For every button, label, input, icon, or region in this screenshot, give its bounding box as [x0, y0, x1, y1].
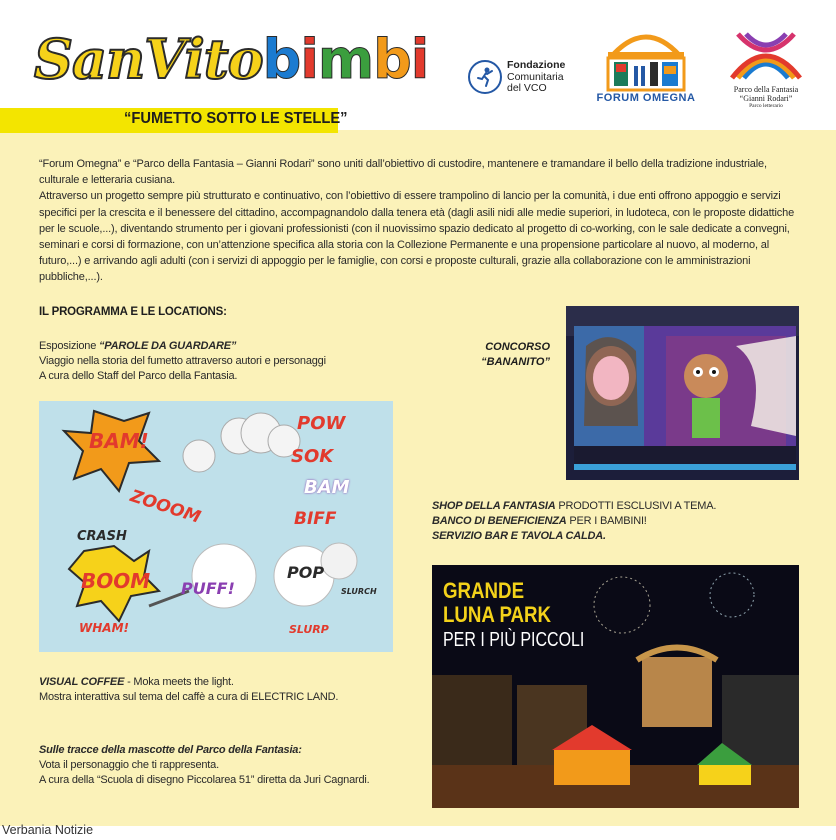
visual-coffee-description: Mostra interattiva sul tema del caffè a cura di ELECTRIC LAND.	[39, 691, 339, 703]
comic-sound-effects-image	[39, 401, 393, 652]
comic-word-biff: BIFF	[294, 509, 337, 529]
luna-park-photo	[432, 565, 799, 808]
shop-block	[432, 499, 812, 544]
expo-title: “PAROLE DA GUARDARE”	[98, 340, 237, 352]
watermark-footer: Verbania Notizie	[2, 823, 94, 837]
shop-line-2: BANCO DI BENEFICIENZA PER I BAMBINI!	[432, 515, 647, 527]
visual-coffee-tagline: - Moka meets the light.	[124, 676, 234, 688]
comic-word-crash: CRASH	[77, 529, 127, 544]
comic-word-sok: SOK	[291, 446, 334, 467]
concorso-line-1: CONCORSO	[485, 341, 550, 353]
event-subtitle: “FUMETTO SOTTO LE STELLE”	[124, 110, 348, 127]
comic-word-bam-2: BAM	[304, 477, 350, 498]
fondazione-figure-icon	[468, 60, 502, 94]
mascotte-description: Vota il personaggio che ti rappresenta.	[39, 759, 219, 771]
parco-fantasia-logo	[718, 30, 814, 120]
forum-omegna-logo	[594, 22, 698, 106]
comic-word-pow: POW	[297, 413, 346, 434]
bananito-mural-photo	[566, 306, 799, 480]
comic-word-wham: WHAM!	[79, 621, 129, 635]
expo-prefix: Esposizione	[39, 340, 99, 352]
comic-word-bam-1: BAM!	[89, 429, 149, 453]
comic-word-boom: BOOM	[81, 569, 151, 593]
fondazione-line-2: Comunitaria	[507, 70, 564, 83]
visual-coffee-block	[39, 675, 419, 705]
fondazione-line-1: Fondazione	[507, 59, 566, 71]
forum-omegna-label: FORUM OMEGNA	[596, 92, 696, 104]
concorso-label	[470, 340, 550, 370]
parco-line-1: Parco della Fantasia	[733, 85, 799, 94]
intro-paragraph-1: “Forum Omegna” e “Parco della Fantasia – Gianni Rodari” sono uniti dall’obiettivo di custodire, mantenere e tramandare il bello della tradizione industriale, culturale e letteraria cusiana.	[39, 158, 767, 187]
comic-word-slurch: SLURCH	[341, 587, 377, 596]
expo-block	[39, 339, 379, 384]
mascotte-credit: A cura della “Scuola di disegno Piccolarea 51” diretta da Juri Cagnardi.	[39, 774, 370, 786]
visual-coffee-title: VISUAL COFFEE	[39, 676, 125, 688]
parco-line-2: “Gianni Rodari”	[739, 94, 793, 104]
comic-word-puff: PUFF!	[181, 579, 235, 598]
luna-park-title-2: LUNA PARK	[443, 602, 552, 627]
comic-word-pop: POP	[287, 563, 325, 582]
concorso-line-2: “BANANITO”	[481, 356, 550, 368]
intro-text	[39, 156, 804, 286]
sanvito-bimbi-logo: SanVitobimbi	[34, 27, 429, 91]
luna-park-title-1: GRANDE	[443, 578, 525, 603]
parco-line-3: Parco letterario	[749, 103, 783, 110]
fondazione-logo	[468, 60, 565, 95]
luna-park-subtitle: PER I PIÙ PICCOLI	[443, 629, 585, 651]
fondazione-line-3: del VCO	[507, 82, 547, 95]
expo-credit: A cura dello Staff del Parco della Fantasia.	[39, 370, 238, 382]
expo-description: Viaggio nella storia del fumetto attraverso autori e personaggi	[39, 355, 326, 367]
comic-word-slurp: SLURP	[289, 623, 329, 636]
header	[0, 0, 836, 110]
mascotte-title: Sulle tracce della mascotte del Parco della Fantasia:	[39, 744, 302, 756]
program-heading: IL PROGRAMMA E LE LOCATIONS:	[39, 306, 227, 318]
comic-word-zooom: ZOOOM	[127, 486, 203, 528]
shop-line-1: SHOP DELLA FANTASIA PRODOTTI ESCLUSIVI A TEMA.	[432, 500, 717, 512]
forum-building-icon	[594, 22, 698, 92]
shop-line-3: SERVIZIO BAR E TAVOLA CALDA.	[432, 530, 606, 542]
intro-paragraph-2: Attraverso un progetto sempre più strutturato e continuativo, con l’obiettivo di essere trampolino di lancio per la comunità, i due enti offrono appoggio e servizi specifici per la crescita e il benessere del cittadino, accompagnandolo dalla tenera età (dagli asili nidi alle medie superiori, in ludoteca, con le proposte didattiche per le scuole,...), diventando strumento per i giovani professionisti (con il nuovissimo spazio dedicato al progetto di co-working, con le sale dedicate a convegni, seminari e corsi di formazione, con un’attenzione specifica alla storia con la Collezione Permanente e una propensione particolare al nuovo, al moderno, al futuro,...) e arrivando agli adulti (con i servizi di appoggio per le famiglie, con corsi e proposte culturali, grazie alla collaborazione con le amministrazioni pubbliche,...).	[39, 190, 795, 284]
parco-arches-icon	[718, 30, 814, 82]
mascotte-block	[39, 743, 419, 788]
